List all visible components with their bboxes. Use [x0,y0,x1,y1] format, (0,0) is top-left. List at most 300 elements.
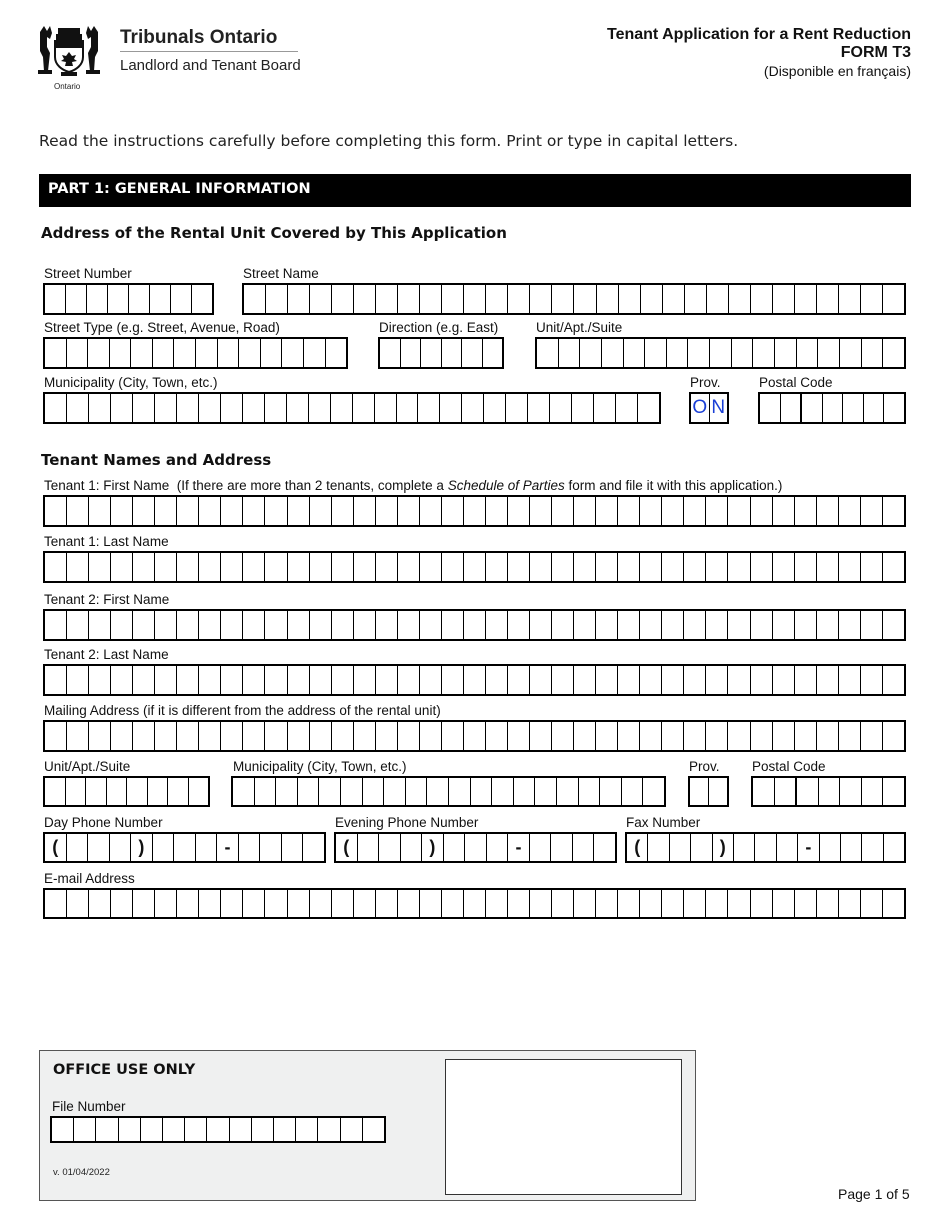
char-cell[interactable] [66,778,87,805]
char-cell[interactable] [174,339,196,367]
char-cell[interactable] [177,611,199,639]
char-cell[interactable] [883,497,904,525]
char-cell[interactable] [332,890,354,917]
char-cell[interactable] [67,666,89,694]
char-cell[interactable] [537,339,559,367]
char-cell[interactable] [596,890,618,917]
char-cell[interactable] [89,611,111,639]
char-cell[interactable] [732,339,754,367]
street-type-field[interactable] [43,337,348,369]
char-cell[interactable] [462,339,483,367]
char-cell[interactable] [618,666,640,694]
char-cell[interactable] [331,394,353,422]
char-cell[interactable] [199,497,221,525]
char-cell[interactable] [728,722,750,750]
char-cell[interactable] [45,394,67,422]
char-cell[interactable] [645,339,667,367]
char-cell[interactable] [861,722,883,750]
char-cell[interactable] [442,611,464,639]
char-cell[interactable] [706,611,728,639]
phone-digit-cell[interactable] [777,834,798,861]
street-number-field[interactable] [43,283,214,315]
char-cell[interactable] [486,553,508,581]
char-cell[interactable] [375,394,397,422]
char-cell[interactable] [861,497,883,525]
char-cell[interactable] [861,666,883,694]
char-cell[interactable] [221,497,243,525]
char-cell[interactable] [618,611,640,639]
char-cell[interactable] [706,497,728,525]
char-cell[interactable] [795,497,817,525]
char-cell[interactable] [86,778,107,805]
char-cell[interactable] [709,778,727,805]
phone-digit-cell[interactable] [755,834,776,861]
char-cell[interactable] [196,339,218,367]
char-cell[interactable] [574,666,596,694]
char-cell[interactable] [89,553,111,581]
char-cell[interactable] [45,285,66,313]
char-cell[interactable] [397,394,419,422]
tenant1-first-name-field[interactable] [43,495,906,527]
char-cell[interactable] [155,666,177,694]
phone-digit-cell[interactable] [282,834,304,861]
char-cell[interactable] [751,666,773,694]
char-cell[interactable] [514,778,536,805]
char-cell[interactable] [728,611,750,639]
char-cell[interactable] [243,611,265,639]
char-cell[interactable] [442,553,464,581]
char-cell[interactable] [108,285,129,313]
phone-digit-cell[interactable] [260,834,282,861]
char-cell[interactable] [155,722,177,750]
char-cell[interactable] [332,666,354,694]
char-cell[interactable] [380,339,401,367]
char-cell[interactable] [421,339,442,367]
prov-char-2[interactable]: N [711,397,726,418]
char-cell[interactable] [332,497,354,525]
char-cell[interactable] [484,394,506,422]
char-cell[interactable] [177,553,199,581]
char-cell[interactable] [177,722,199,750]
char-cell[interactable] [354,497,376,525]
mailing-address-field[interactable] [43,720,906,752]
mailing-postal-code-field[interactable] [751,776,906,807]
char-cell[interactable] [618,497,640,525]
char-cell[interactable] [265,666,287,694]
char-cell[interactable] [552,890,574,917]
direction-field[interactable] [378,337,504,369]
char-cell[interactable] [883,611,904,639]
evening-phone-field[interactable] [334,832,617,863]
char-cell[interactable] [133,890,155,917]
char-cell[interactable] [596,722,618,750]
char-cell[interactable] [288,285,310,313]
char-cell[interactable] [508,497,530,525]
char-cell[interactable] [883,890,904,917]
char-cell[interactable] [326,339,347,367]
char-cell[interactable] [662,553,684,581]
char-cell[interactable] [119,1118,141,1141]
char-cell[interactable] [111,553,133,581]
char-cell[interactable] [462,394,484,422]
char-cell[interactable] [107,778,128,805]
char-cell[interactable] [310,285,332,313]
char-cell[interactable] [751,553,773,581]
char-cell[interactable] [363,778,385,805]
char-cell[interactable] [354,553,376,581]
street-name-field[interactable] [242,283,906,315]
char-cell[interactable] [839,890,861,917]
char-cell[interactable] [622,778,644,805]
char-cell[interactable] [795,611,817,639]
char-cell[interactable] [464,553,486,581]
char-cell[interactable] [508,890,530,917]
char-cell[interactable] [440,394,462,422]
char-cell[interactable] [155,611,177,639]
char-cell[interactable] [111,497,133,525]
char-cell[interactable] [310,722,332,750]
char-cell[interactable] [839,611,861,639]
char-cell[interactable] [864,394,885,422]
char-cell[interactable] [690,778,709,805]
char-cell[interactable] [199,890,221,917]
char-cell[interactable] [574,497,596,525]
char-cell[interactable] [427,778,449,805]
char-cell[interactable] [775,339,797,367]
char-cell[interactable] [354,611,376,639]
char-cell[interactable] [618,722,640,750]
char-cell[interactable] [384,778,406,805]
char-cell[interactable] [111,722,133,750]
char-cell[interactable] [662,611,684,639]
char-cell[interactable] [244,285,266,313]
phone-digit-cell[interactable] [594,834,615,861]
char-cell[interactable] [266,285,288,313]
char-cell[interactable] [823,394,844,422]
char-cell[interactable] [442,285,464,313]
char-cell[interactable] [550,394,572,422]
phone-digit-cell[interactable] [648,834,669,861]
char-cell[interactable] [552,285,574,313]
phone-digit-cell[interactable] [88,834,110,861]
char-cell[interactable] [508,666,530,694]
char-cell[interactable] [728,666,750,694]
char-cell[interactable] [155,890,177,917]
char-cell[interactable] [795,553,817,581]
char-cell[interactable] [760,394,781,422]
char-cell[interactable] [530,611,552,639]
char-cell[interactable] [96,1118,118,1141]
char-cell[interactable] [376,666,398,694]
char-cell[interactable] [802,394,823,422]
char-cell[interactable] [464,890,486,917]
phone-digit-cell[interactable] [358,834,380,861]
char-cell[interactable] [74,1118,96,1141]
char-cell[interactable] [818,339,840,367]
char-cell[interactable] [398,611,420,639]
char-cell[interactable] [67,611,89,639]
char-cell[interactable] [332,722,354,750]
char-cell[interactable] [420,553,442,581]
char-cell[interactable] [89,890,111,917]
char-cell[interactable] [354,890,376,917]
char-cell[interactable] [177,666,199,694]
char-cell[interactable] [751,285,773,313]
char-cell[interactable] [354,722,376,750]
tenant1-last-name-field[interactable] [43,551,906,583]
char-cell[interactable] [199,611,221,639]
char-cell[interactable] [150,285,171,313]
char-cell[interactable] [773,722,795,750]
char-cell[interactable] [572,394,594,422]
phone-digit-cell[interactable] [670,834,691,861]
phone-digit-cell[interactable] [820,834,841,861]
char-cell[interactable] [363,1118,384,1141]
char-cell[interactable] [243,497,265,525]
char-cell[interactable] [817,890,839,917]
char-cell[interactable] [243,890,265,917]
char-cell[interactable] [464,722,486,750]
phone-digit-cell[interactable] [530,834,552,861]
char-cell[interactable] [662,497,684,525]
fax-field[interactable] [625,832,906,863]
char-cell[interactable] [310,611,332,639]
char-cell[interactable] [530,497,552,525]
char-cell[interactable] [684,553,706,581]
char-cell[interactable] [619,285,641,313]
char-cell[interactable] [552,722,574,750]
char-cell[interactable] [552,611,574,639]
char-cell[interactable] [508,722,530,750]
char-cell[interactable] [486,722,508,750]
char-cell[interactable] [89,497,111,525]
phone-digit-cell[interactable] [841,834,862,861]
char-cell[interactable] [530,890,552,917]
phone-digit-cell[interactable] [487,834,509,861]
char-cell[interactable] [797,778,819,805]
phone-digit-cell[interactable] [465,834,487,861]
char-cell[interactable] [288,497,310,525]
phone-digit-cell[interactable] [67,834,89,861]
char-cell[interactable] [111,890,133,917]
char-cell[interactable] [148,778,169,805]
char-cell[interactable] [883,339,904,367]
phone-digit-cell[interactable] [862,834,883,861]
char-cell[interactable] [265,611,287,639]
char-cell[interactable] [640,666,662,694]
char-cell[interactable] [862,778,884,805]
char-cell[interactable] [319,778,341,805]
char-cell[interactable] [282,339,304,367]
char-cell[interactable] [133,611,155,639]
char-cell[interactable] [884,394,904,422]
char-cell[interactable] [45,778,66,805]
char-cell[interactable] [221,611,243,639]
char-cell[interactable] [596,666,618,694]
phone-digit-cell[interactable] [196,834,218,861]
char-cell[interactable] [155,394,177,422]
char-cell[interactable] [309,394,331,422]
char-cell[interactable] [66,285,87,313]
char-cell[interactable] [641,285,663,313]
char-cell[interactable] [795,890,817,917]
char-cell[interactable] [729,285,751,313]
char-cell[interactable] [624,339,646,367]
tenant2-first-name-field[interactable] [43,609,906,641]
char-cell[interactable] [638,394,659,422]
char-cell[interactable] [684,722,706,750]
char-cell[interactable] [773,890,795,917]
char-cell[interactable] [640,553,662,581]
char-cell[interactable] [839,497,861,525]
phone-digit-cell[interactable] [379,834,401,861]
char-cell[interactable] [265,890,287,917]
char-cell[interactable] [442,339,463,367]
phone-digit-cell[interactable] [691,834,712,861]
char-cell[interactable] [552,553,574,581]
char-cell[interactable] [552,497,574,525]
char-cell[interactable] [45,611,67,639]
phone-digit-cell[interactable] [734,834,755,861]
char-cell[interactable] [706,666,728,694]
char-cell[interactable] [753,339,775,367]
char-cell[interactable] [221,553,243,581]
char-cell[interactable] [265,722,287,750]
char-cell[interactable] [667,339,689,367]
char-cell[interactable] [728,553,750,581]
char-cell[interactable] [464,666,486,694]
char-cell[interactable] [751,890,773,917]
mailing-municipality-field[interactable] [231,776,666,807]
char-cell[interactable] [819,778,841,805]
char-cell[interactable] [265,394,287,422]
prov-char-1[interactable]: O [691,394,710,422]
char-cell[interactable] [552,666,574,694]
char-cell[interactable] [243,722,265,750]
char-cell[interactable] [596,497,618,525]
char-cell[interactable] [643,778,664,805]
char-cell[interactable] [883,553,904,581]
char-cell[interactable] [288,553,310,581]
char-cell[interactable] [508,285,530,313]
phone-digit-cell[interactable] [174,834,196,861]
char-cell[interactable] [243,666,265,694]
char-cell[interactable] [67,339,89,367]
char-cell[interactable] [861,890,883,917]
char-cell[interactable] [310,666,332,694]
char-cell[interactable] [398,666,420,694]
char-cell[interactable] [640,890,662,917]
char-cell[interactable] [239,339,261,367]
char-cell[interactable] [797,339,819,367]
char-cell[interactable] [795,666,817,694]
char-cell[interactable] [420,666,442,694]
char-cell[interactable] [155,497,177,525]
day-phone-field[interactable] [43,832,326,863]
char-cell[interactable] [839,553,861,581]
char-cell[interactable] [199,722,221,750]
char-cell[interactable] [839,722,861,750]
char-cell[interactable] [535,778,557,805]
char-cell[interactable] [398,285,420,313]
char-cell[interactable] [133,394,155,422]
char-cell[interactable] [274,1118,296,1141]
char-cell[interactable] [168,778,189,805]
char-cell[interactable] [353,394,375,422]
char-cell[interactable] [376,890,398,917]
char-cell[interactable] [508,611,530,639]
char-cell[interactable] [401,339,422,367]
char-cell[interactable] [706,553,728,581]
char-cell[interactable] [773,666,795,694]
char-cell[interactable] [332,553,354,581]
char-cell[interactable] [398,722,420,750]
char-cell[interactable] [67,497,89,525]
char-cell[interactable] [88,339,110,367]
char-cell[interactable] [839,666,861,694]
char-cell[interactable] [67,890,89,917]
char-cell[interactable] [596,611,618,639]
char-cell[interactable] [376,497,398,525]
char-cell[interactable] [861,285,883,313]
email-field[interactable] [43,888,906,919]
char-cell[interactable] [45,722,67,750]
char-cell[interactable] [684,611,706,639]
char-cell[interactable] [406,778,428,805]
phone-digit-cell[interactable] [444,834,466,861]
char-cell[interactable] [464,611,486,639]
char-cell[interactable] [45,666,67,694]
char-cell[interactable] [199,553,221,581]
char-cell[interactable] [707,285,729,313]
char-cell[interactable] [420,611,442,639]
char-cell[interactable] [252,1118,274,1141]
mailing-unit-field[interactable] [43,776,210,807]
char-cell[interactable] [89,722,111,750]
char-cell[interactable] [883,285,904,313]
char-cell[interactable] [817,497,839,525]
char-cell[interactable] [310,890,332,917]
char-cell[interactable] [398,497,420,525]
char-cell[interactable] [530,285,552,313]
char-cell[interactable] [483,339,503,367]
char-cell[interactable] [420,722,442,750]
char-cell[interactable] [255,778,277,805]
char-cell[interactable] [310,553,332,581]
char-cell[interactable] [706,722,728,750]
char-cell[interactable] [464,497,486,525]
char-cell[interactable] [133,553,155,581]
char-cell[interactable] [530,553,552,581]
char-cell[interactable] [185,1118,207,1141]
char-cell[interactable] [506,394,528,422]
char-cell[interactable] [640,611,662,639]
char-cell[interactable] [486,611,508,639]
char-cell[interactable] [640,497,662,525]
char-cell[interactable] [684,890,706,917]
char-cell[interactable] [110,339,132,367]
char-cell[interactable] [688,339,710,367]
char-cell[interactable] [728,890,750,917]
char-cell[interactable] [376,285,398,313]
char-cell[interactable] [276,778,298,805]
char-cell[interactable] [45,339,67,367]
char-cell[interactable] [486,890,508,917]
char-cell[interactable] [354,285,376,313]
char-cell[interactable] [528,394,550,422]
char-cell[interactable] [684,497,706,525]
char-cell[interactable] [883,722,904,750]
